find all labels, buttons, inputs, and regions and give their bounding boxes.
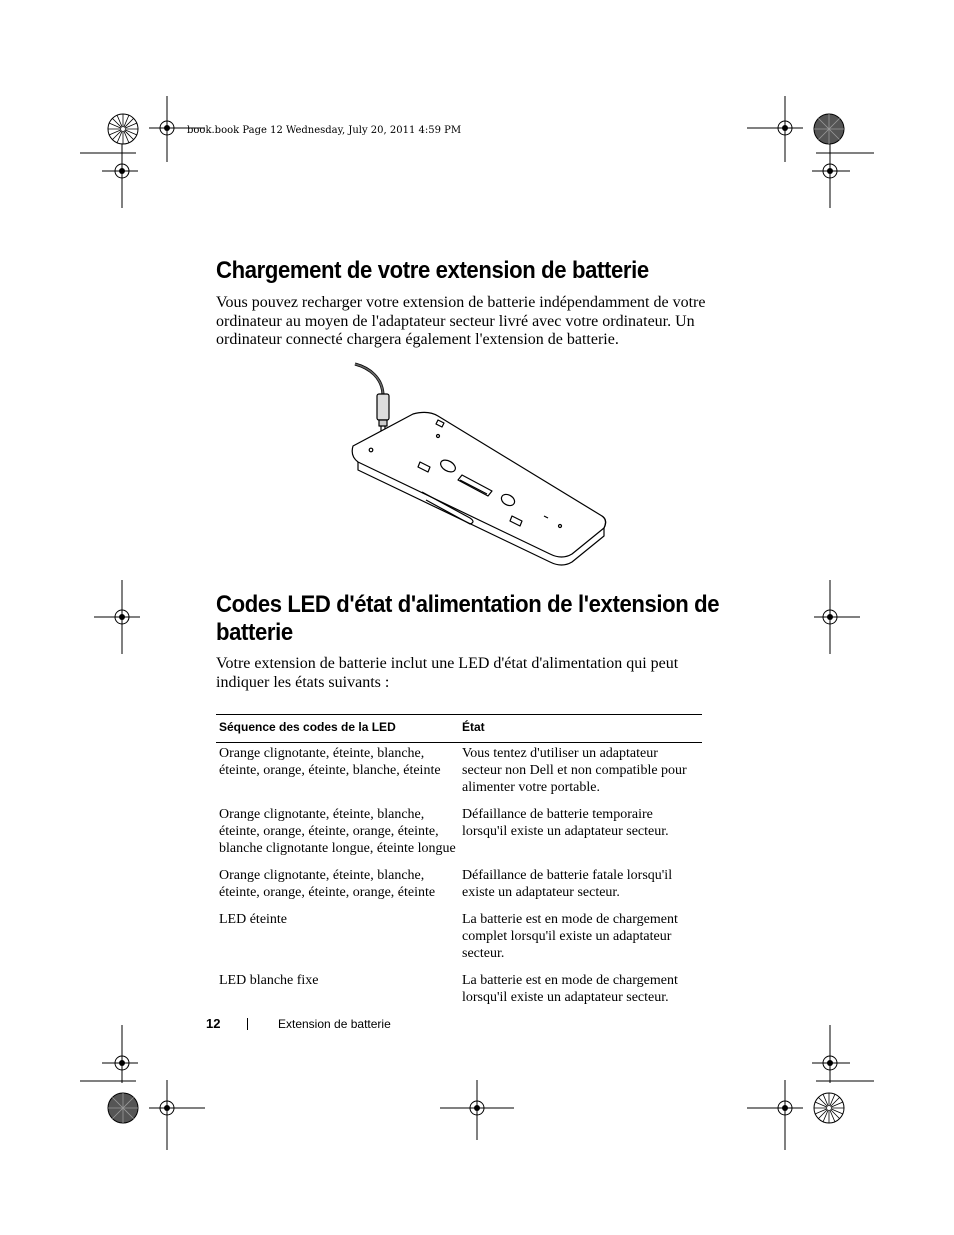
cell-line: éteinte, orange, éteinte, orange, éteinte,	[219, 824, 439, 839]
crosshair-circle-icon	[747, 82, 807, 176]
battery-slice-illustration	[350, 358, 612, 568]
footer-divider	[247, 1018, 248, 1030]
cell-line: lorsqu'il existe un adaptateur secteur.	[462, 990, 669, 1005]
crosshair-circle-icon	[80, 140, 140, 210]
crosshair-circle-icon	[810, 580, 860, 656]
cell-line: Défaillance de batterie fatale lorsqu'il	[462, 868, 673, 883]
cell-line: La batterie est en mode de chargement	[462, 973, 678, 988]
cell-line: LED blanche fixe	[219, 973, 319, 988]
crosshair-circle-icon	[149, 82, 209, 176]
table-row	[216, 804, 702, 865]
crosshair-circle-icon	[747, 1080, 807, 1152]
crosshair-circle-icon	[440, 1080, 516, 1142]
starburst-registration-icon	[107, 1092, 139, 1124]
crosshair-circle-icon	[80, 1025, 140, 1085]
charging-paragraph	[216, 294, 716, 350]
sequence-cell	[216, 743, 459, 805]
print-header: book.book Page 12 Wednesday, July 20, 2011 4:59 PM	[187, 125, 462, 136]
cell-line: éteinte, orange, éteinte, orange, éteinte	[219, 885, 436, 900]
paragraph-line: ordinateur connecté chargera également l'extension de batterie.	[216, 331, 619, 348]
cell-line: lorsqu'il existe un adaptateur secteur.	[462, 824, 669, 839]
table-row	[216, 743, 702, 805]
table-row	[216, 909, 702, 970]
section-title-charging: Chargement de votre extension de batterie	[216, 257, 649, 284]
cell-line: La batterie est en mode de chargement	[462, 912, 678, 927]
table-row	[216, 865, 702, 909]
state-cell	[459, 743, 702, 805]
title-line: batterie	[216, 619, 293, 646]
crosshair-circle-icon	[94, 580, 144, 656]
section-title-led-codes	[216, 591, 719, 647]
paragraph-line: Vous pouvez recharger votre extension de batterie indépendamment de votre	[216, 294, 706, 311]
crosshair-circle-icon	[149, 1080, 209, 1152]
cell-line: LED éteinte	[219, 912, 288, 927]
starburst-registration-icon	[813, 113, 845, 145]
cell-line: alimenter votre portable.	[462, 780, 600, 795]
paragraph-line: indiquer les états suivants :	[216, 673, 390, 691]
state-cell	[459, 909, 702, 970]
paragraph-line: ordinateur au moyen de l'adaptateur secteur livré avec votre ordinateur. Un	[216, 312, 695, 330]
cell-line: Vous tentez d'utiliser un adaptateur	[462, 746, 658, 761]
page-number: 12	[206, 1016, 221, 1031]
cell-line: complet lorsqu'il existe un adaptateur	[462, 929, 672, 944]
table-header-row	[216, 715, 702, 743]
cell-line: blanche clignotante longue, éteinte longue	[219, 841, 456, 856]
state-cell	[459, 865, 702, 909]
sequence-cell	[216, 909, 459, 970]
state-cell	[459, 804, 702, 865]
sequence-cell	[216, 865, 459, 909]
cell-line: Défaillance de batterie temporaire	[462, 807, 653, 822]
state-cell	[459, 970, 702, 1014]
cell-line: éteinte, orange, éteinte, blanche, éteinte	[219, 763, 441, 778]
sequence-cell	[216, 804, 459, 865]
footer-chapter-title: Extension de batterie	[278, 1017, 391, 1031]
table-row	[216, 970, 702, 1014]
led-codes-paragraph	[216, 655, 716, 692]
starburst-registration-icon	[107, 113, 139, 145]
starburst-registration-icon	[813, 1092, 845, 1124]
cell-line: Orange clignotante, éteinte, blanche,	[219, 807, 425, 822]
cell-line: Orange clignotante, éteinte, blanche,	[219, 868, 425, 883]
column-header-sequence: Séquence des codes de la LED	[216, 715, 459, 743]
cell-line: Orange clignotante, éteinte, blanche,	[219, 746, 425, 761]
crosshair-circle-icon	[812, 1025, 874, 1085]
cell-line: existe un adaptateur secteur.	[462, 885, 620, 900]
led-codes-table	[216, 714, 702, 1014]
cell-line: secteur non Dell et non compatible pour	[462, 763, 687, 778]
cell-line: secteur.	[462, 946, 505, 961]
title-line: Codes LED d'état d'alimentation de l'extension de	[216, 591, 720, 618]
sequence-cell	[216, 970, 459, 1014]
paragraph-line: Votre extension de batterie inclut une LED d'état d'alimentation qui peut	[216, 655, 679, 672]
crosshair-circle-icon	[812, 140, 874, 210]
column-header-state: État	[459, 715, 702, 743]
